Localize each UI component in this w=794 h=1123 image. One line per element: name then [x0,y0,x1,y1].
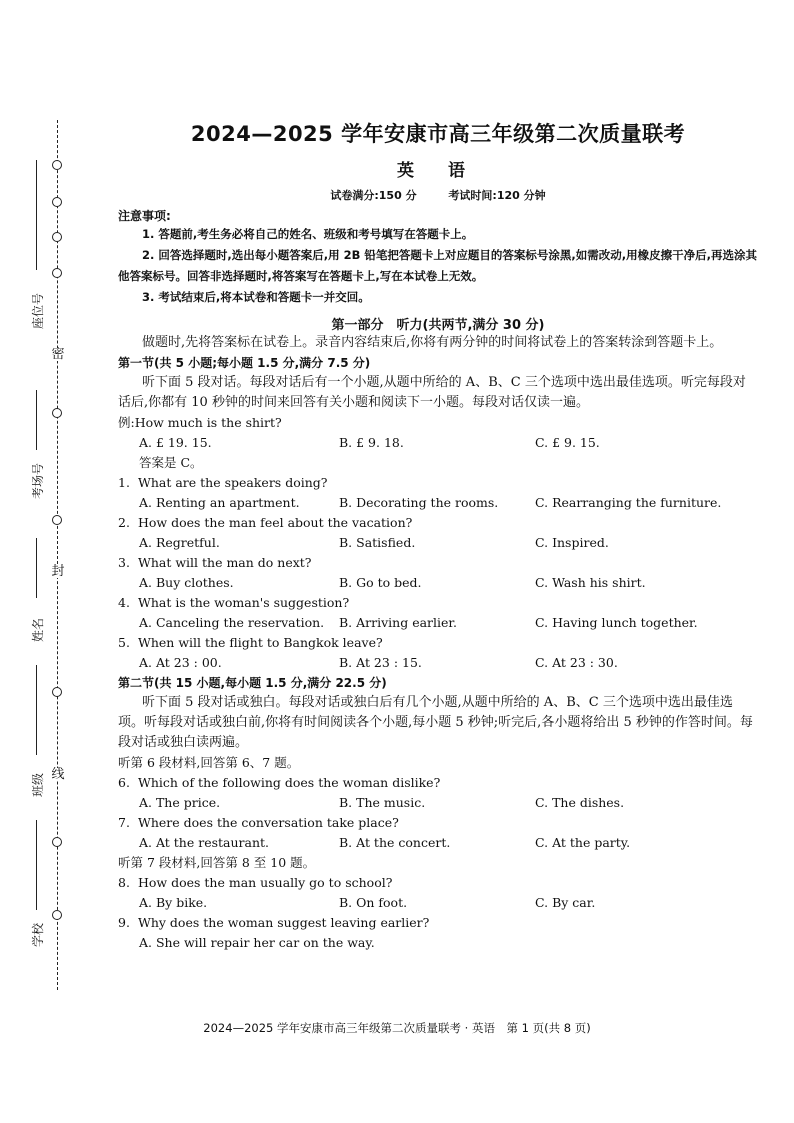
name-line [36,538,37,598]
question: 2. How does the man feel about the vacation? [118,515,413,530]
note-item: 1. 答题前,考生务必将自己的姓名、班级和考号填写在答题卡上。 [142,227,474,241]
question-options [118,793,758,813]
option: A. Canceling the reservation. [139,615,325,630]
option: A. Buy clothes. [139,575,234,590]
question: 1. What are the speakers doing? [118,475,328,490]
question: 5. When will the flight to Bangkok leave? [118,635,383,650]
question-options [118,613,758,633]
section-title: 第一节(共 5 小题;每小题 1.5 分,满分 7.5 分) [118,356,371,370]
seal-mark-mi: 密 [49,348,67,361]
question-options [118,533,758,553]
option: C. Wash his shirt. [535,575,646,590]
option: A. At the restaurant. [139,835,270,850]
option: A. She will repair her car on the way. [139,935,375,950]
page-footer: 2024—2025 学年安康市高三年级第二次质量联考 · 英语 第 1 页(共 8 页) [203,1021,591,1035]
option: B. £ 9. 18. [339,435,404,450]
option: B. The music. [339,795,426,810]
question-options [118,653,758,673]
question-options [118,833,758,853]
school-line [36,820,37,910]
question: 8. How does the man usually go to school? [118,875,393,890]
question-options [118,893,758,913]
exam-meta [118,187,758,203]
seal-circle [52,515,62,525]
option: B. On foot. [339,895,408,910]
seal-circle [52,408,62,418]
option: C. Inspired. [535,535,609,550]
example-answer: 答案是 C。 [139,455,203,470]
option: C. £ 9. 15. [535,435,600,450]
question: 7. Where does the conversation take place? [118,815,399,830]
seal-circle [52,197,62,207]
section-instructions: 听下面 5 段对话或独白。每段对话或独白后有几个小题,从题中所给的 A、B、C 三个选项中选出最佳选项。听每段对话或独白前,你将有时间阅读各个小题,每小题 5 秒钟;听完后,各小题将给出 5 秒钟的作答时间。每段对话或独白读两遍。 [118,695,753,750]
question-options [118,573,758,593]
exam-page [118,118,758,953]
question-options [118,493,758,513]
option: C. At the party. [535,835,631,850]
class-label: 班级 [30,773,45,798]
option: C. The dishes. [535,795,625,810]
option: B. Decorating the rooms. [339,495,499,510]
full-score: 试卷满分:150 分 [330,189,417,202]
subject-title: 英 语 [397,161,479,181]
exam-time: 考试时间:120 分钟 [448,189,546,202]
seal-circle [52,910,62,920]
example-question: 例:How much is the shirt? [118,415,282,430]
section-instructions: 听下面 5 段对话。每段对话后有一个小题,从题中所给的 A、B、C 三个选项中选出最佳选项。听完每段对话后,你都有 10 秒钟的时间来回答有关小题和阅读下一小题。每段对话仅读一遍。 [118,375,746,410]
school-label: 学校 [30,923,45,948]
section-title: 第二节(共 15 小题,每小题 1.5 分,满分 22.5 分) [118,676,387,690]
option: B. Arriving earlier. [339,615,457,630]
seal-circle [52,160,62,170]
exam-room-label: 考场号 [30,462,45,499]
seal-circle [52,268,62,278]
seat-number-line [36,160,37,270]
option: A. Regretful. [139,535,220,550]
seal-circle [52,232,62,242]
option: A. By bike. [139,895,208,910]
option: C. At 23 : 30. [535,655,618,670]
note-item: 3. 考试结束后,将本试卷和答题卡一并交回。 [142,290,370,304]
note-item: 2. 回答选择题时,选出每小题答案后,用 2B 铅笔把答题卡上对应题目的答案标号涂黑,如需改动,用橡皮擦干净后,再选涂其他答案标号。回答非选择题时,将答案写在答题卡上,写在本试卷上无效。 [118,248,757,283]
question-options [118,933,758,953]
material-group: 听第 6 段材料,回答第 6、7 题。 [118,755,300,770]
option: A. £ 19. 15. [139,435,212,450]
option: C. Having lunch together. [535,615,698,630]
option: B. At 23 : 15. [339,655,422,670]
question: 4. What is the woman's suggestion? [118,595,350,610]
material-group: 听第 7 段材料,回答第 8 至 10 题。 [118,855,316,870]
option: C. By car. [535,895,596,910]
seal-circle [52,687,62,697]
option: A. At 23 : 00. [139,655,222,670]
part-title: 第一部分 听力(共两节,满分 30 分) [331,318,545,333]
seal-mark-xian: 线 [49,768,67,781]
question: 6. Which of the following does the woman dislike? [118,775,441,790]
notes-title: 注意事项: [118,209,171,223]
exam-room-line [36,390,37,450]
option: C. Rearranging the furniture. [535,495,722,510]
example-options [118,433,758,453]
question: 9. Why does the woman suggest leaving earlier? [118,915,430,930]
option: A. The price. [139,795,221,810]
option: B. At the concert. [339,835,451,850]
seal-circle [52,837,62,847]
option: B. Satisfied. [339,535,416,550]
name-label: 姓名 [30,618,45,643]
option: A. Renting an apartment. [139,495,300,510]
seat-number-label: 座位号 [30,292,45,329]
option: B. Go to bed. [339,575,422,590]
seal-dashed-line [57,120,58,990]
binding-strip [0,120,80,990]
part-intro: 做题时,先将答案标在试卷上。录音内容结束后,你将有两分钟的时间将试卷上的答案转涂到答题卡上。 [142,335,723,350]
seal-mark-feng: 封 [49,565,67,578]
question: 3. What will the man do next? [118,555,312,570]
page-title: 2024—2025 学年安康市高三年级第二次质量联考 [190,122,686,146]
class-line [36,665,37,755]
